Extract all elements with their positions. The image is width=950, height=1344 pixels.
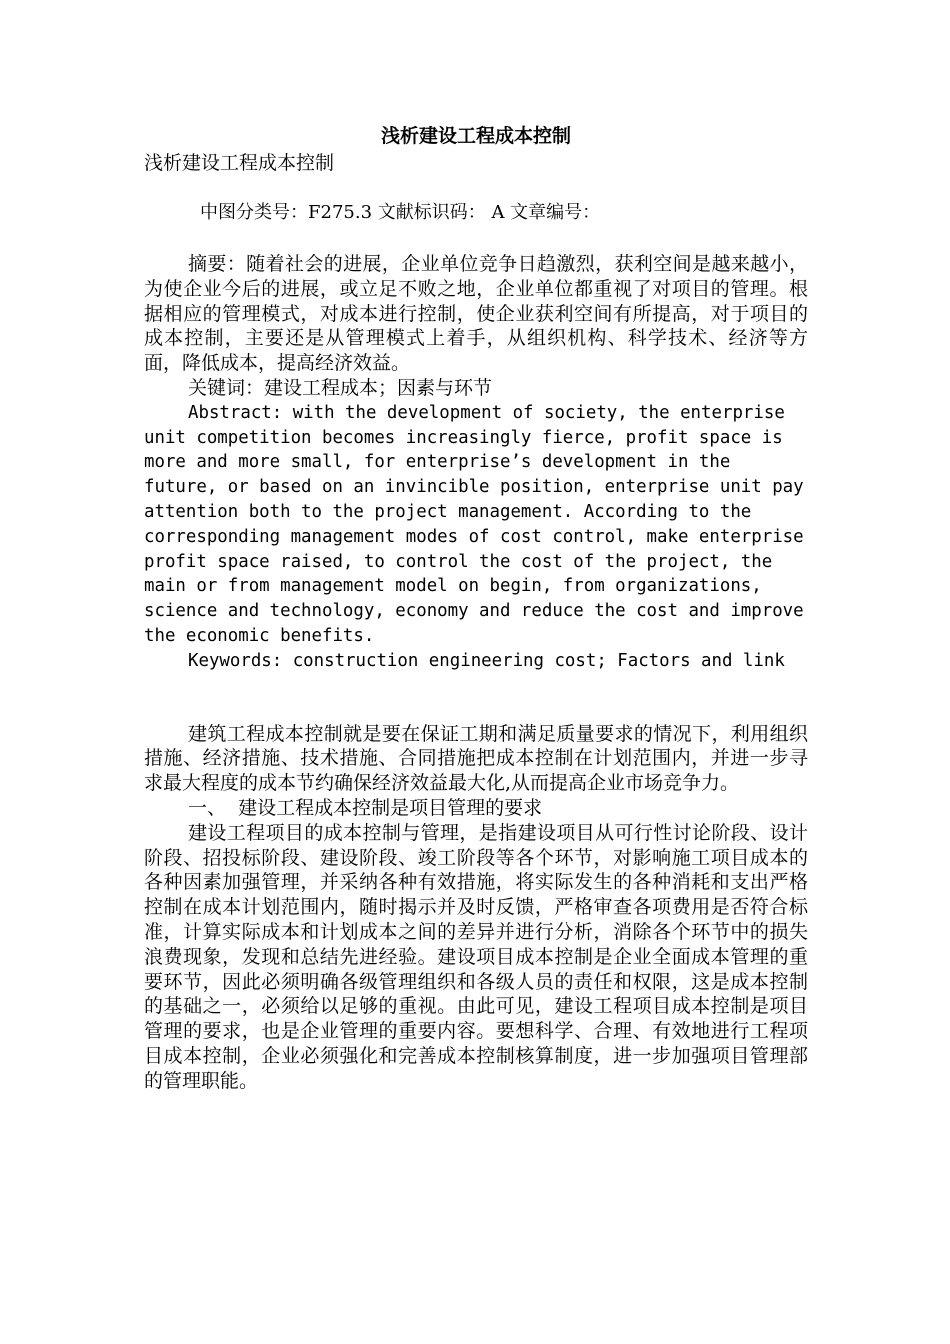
classification-line: 中图分类号：F275.3 文献标识码： A 文章编号： (200, 202, 601, 223)
section-heading-1: 一、 建设工程成本控制是项目管理的要求 (188, 796, 543, 819)
abstract-english: Abstract: with the development of society, the enterprise unit competition becomes increasingly fierce, profit space is more and more small, for enterprise’s development in the future, or based on an invincible position, enterprise unit pay attention both to the project management. According to the corresponding management modes of cost control, make enterprise profit space raised, to control the cost of the project, the main or from management model on begin, from organizations, science and technology, economy and reduce the cost and improve the economic benefits. (144, 402, 804, 646)
document-content (144, 122, 808, 1094)
keywords-english: Keywords: construction engineering cost; Factors and link (188, 650, 785, 671)
abstract-chinese: 摘要：随着社会的进展，企业单位竞争日趋激烈，获利空间是越来越小，为使企业今后的进展，或立足不败之地，企业单位都重视了对项目的管理。根据相应的管理模式，对成本进行控制，使企业获利空间有所提高，对于项目的成本控制，主要还是从管理模式上着手，从组织机构、科学技术、经济等方面，降低成本，提高经济效益。 (144, 253, 808, 375)
section-1-paragraph: 建设工程项目的成本控制与管理，是指建设项目从可行性讨论阶段、设计阶段、招投标阶段、建设阶段、竣工阶段等各个环节，对影响施工项目成本的各种因素加强管理，并采纳各种有效措施，将实际发生的各种消耗和支出严格控制在成本计划范围内，随时揭示并及时反馈，严格审查各项费用是否符合标准，计算实际成本和计划成本之间的差异并进行分析，消除各个环节中的损失浪费现象，发现和总结先进经验。建设项目成本控制是企业全面成本管理的重要环节，因此必须明确各级管理组织和各级人员的责任和权限，这是成本控制的基础之一，必须给以足够的重视。由此可见，建设工程项目成本控制是项目管理的要求，也是企业管理的重要内容。要想科学、合理、有效地进行工程项目成本控制，企业必须强化和完善成本控制核算制度，进一步加强项目管理部的管理职能。 (144, 821, 808, 1092)
document-subtitle: 浅析建设工程成本控制 (144, 152, 335, 174)
keywords-chinese: 关键词：建设工程成本；因素与环节 (188, 376, 493, 399)
body-intro-paragraph: 建筑工程成本控制就是要在保证工期和满足质量要求的情况下，利用组织措施、经济措施、技术措施、合同措施把成本控制在计划范围内，并进一步寻求最大程度的成本节约确保经济效益最大化,从而提高企业市场竞争力。 (144, 722, 808, 795)
document-title: 浅析建设工程成本控制 (380, 125, 571, 147)
